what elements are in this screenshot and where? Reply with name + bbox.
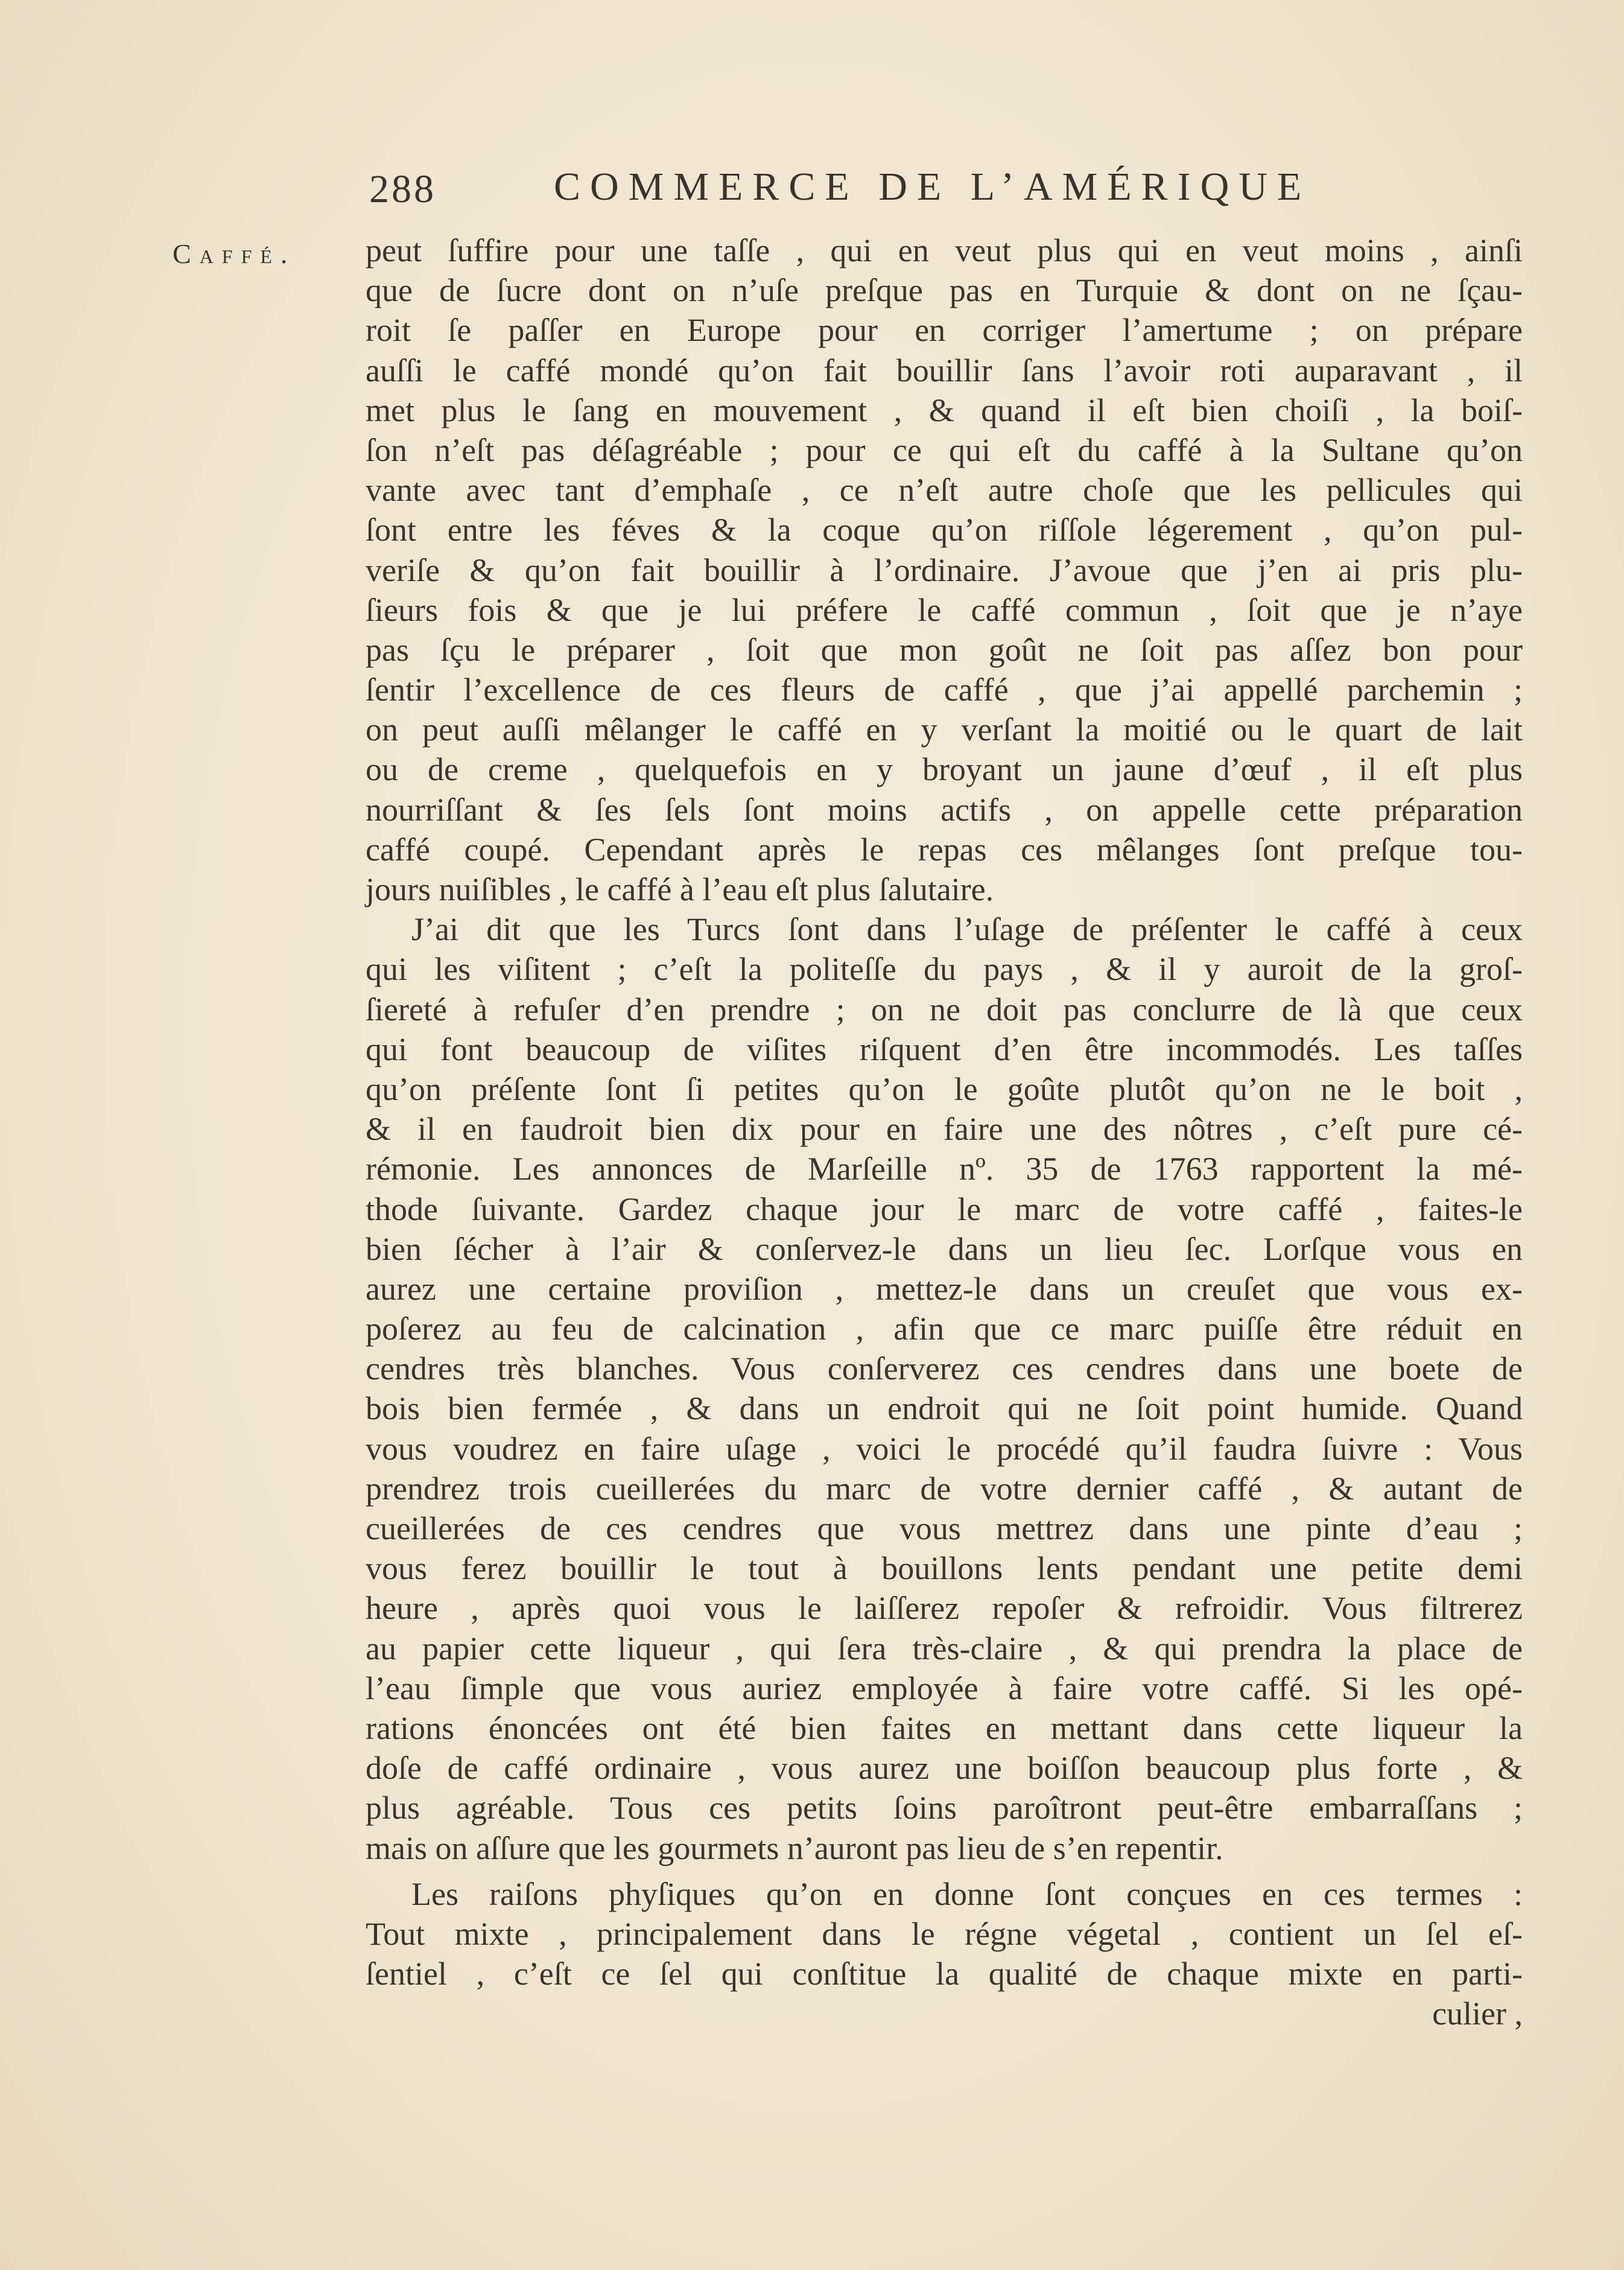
- text-line: jours nuiſibles , le caffé à l’eau eſt plus ſalutaire.: [366, 871, 994, 908]
- text-line: ou de creme , quelquefois en y broyant un jaune d’œuf , il eſt plus: [366, 751, 1523, 788]
- text-line: Tout mixte , principalement dans le régne végetal , contient un ſel eſ-: [366, 1915, 1523, 1952]
- text-line: veriſe & qu’on fait bouillir à l’ordinaire. J’avoue que j’en ai pris plu-: [366, 552, 1523, 588]
- text-line: qui les viſitent ; c’eſt la politeſſe du pays , & il y auroit de la groſ-: [366, 951, 1523, 988]
- text-line: vante avec tant d’emphaſe , ce n’eſt autre choſe que les pellicules qui: [366, 472, 1523, 509]
- text-line: ſont entre les féves & la coque qu’on riſſole légerement , qu’on pul-: [366, 512, 1523, 548]
- margin-note: Caffé.: [173, 238, 296, 269]
- text-line: ſiereté à refuſer d’en prendre ; on ne doit pas conclurre de là que ceux: [366, 991, 1523, 1028]
- text-line: rémonie. Les annonces de Marſeille nº. 35 de 1763 rapportent la mé-: [366, 1151, 1523, 1187]
- text-line: ſieurs fois & que je lui préfere le caffé commun , ſoit que je n’aye: [366, 591, 1523, 628]
- text-line: bois bien fermée , & dans un endroit qui ne ſoit point humide. Quand: [366, 1390, 1523, 1427]
- page-header: [362, 162, 1400, 228]
- text-line: auſſi le caffé mondé qu’on fait bouillir ſans l’avoir roti auparavant , il: [366, 352, 1523, 389]
- text-line: cendres très blanches. Vous conſerverez ces cendres dans une boete de: [366, 1350, 1523, 1387]
- text-line: bien ſécher à l’air & conſervez-le dans un lieu ſec. Lorſque vous en: [366, 1230, 1523, 1267]
- text-line: roit ſe paſſer en Europe pour en corriger l’amertume ; on prépare: [366, 312, 1523, 349]
- text-line: qui font beaucoup de viſites riſquent d’en être incommodés. Les taſſes: [366, 1031, 1523, 1067]
- text-line: au papier cette liqueur , qui ſera très-claire , & qui prendra la place de: [366, 1630, 1523, 1667]
- text-line: rations énoncées ont été bien faites en mettant dans cette liqueur la: [366, 1709, 1523, 1746]
- text-line: cueillerées de ces cendres que vous mettrez dans une pinte d’eau ;: [366, 1510, 1523, 1547]
- text-line: & il en faudroit bien dix pour en faire une des nôtres , c’eſt pure cé-: [366, 1111, 1523, 1148]
- text-line: vous voudrez en faire uſage , voici le procédé qu’il faudra ſuivre : Vous: [366, 1430, 1523, 1467]
- text-line: l’eau ſimple que vous auriez employée à faire votre caffé. Si les opé-: [366, 1670, 1523, 1706]
- catchword: culier ,: [1432, 1995, 1523, 2032]
- text-line: qu’on préſente ſont ſi petites qu’on le goûte plutôt qu’on ne le boit ,: [366, 1070, 1523, 1107]
- running-title: COMMERCE DE L’AMÉRIQUE: [554, 165, 1312, 209]
- text-line: poſerez au feu de calcination , afin que ce marc puiſſe être réduit en: [366, 1311, 1523, 1347]
- text-line: doſe de caffé ordinaire , vous aurez une boiſſon beaucoup plus forte , &: [366, 1750, 1523, 1787]
- text-line: met plus le ſang en mouvement , & quand il eſt bien choiſi , la boiſ-: [366, 392, 1523, 428]
- paragraph-start: J’ai dit que les Turcs ſont dans l’uſage de préſenter le caffé à ceux: [411, 911, 1523, 948]
- text-line: caffé coupé. Cependant après le repas ces mêlanges ſont preſque tou-: [366, 831, 1523, 868]
- page-number: 288: [369, 167, 436, 211]
- text-line: mais on aſſure que les gourmets n’auront pas lieu de s’en repentir.: [366, 1830, 1223, 1866]
- text-line: plus agréable. Tous ces petits ſoins paroîtront peut-être embarraſſans ;: [366, 1790, 1523, 1826]
- text-line: on peut auſſi mêlanger le caffé en y verſant la moitié ou le quart de lait: [366, 711, 1523, 748]
- text-line: que de ſucre dont on n’uſe preſque pas en Turquie & dont on ne ſçau-: [366, 272, 1523, 309]
- text-line: prendrez trois cueillerées du marc de votre dernier caffé , & autant de: [366, 1470, 1523, 1507]
- text-line: ſon n’eſt pas déſagréable ; pour ce qui eſt du caffé à la Sultane qu’on: [366, 431, 1523, 468]
- text-line: pas ſçu le préparer , ſoit que mon goût ne ſoit pas aſſez bon pour: [366, 631, 1523, 668]
- text-line: heure , après quoi vous le laiſſerez repoſer & refroidir. Vous filtrerez: [366, 1590, 1523, 1627]
- text-line: thode ſuivante. Gardez chaque jour le marc de votre caffé , faites-le: [366, 1191, 1523, 1227]
- paragraph-start: Les raiſons phyſiques qu’on en donne ſont conçues en ces termes :: [411, 1875, 1523, 1912]
- text-line: ſentir l’excellence de ces fleurs de caffé , que j’ai appellé parchemin ;: [366, 672, 1523, 708]
- text-line: vous ferez bouillir le tout à bouillons lents pendant une petite demi: [366, 1550, 1523, 1587]
- text-line: ſentiel , c’eſt ce ſel qui conſtitue la qualité de chaque mixte en parti-: [366, 1956, 1523, 1992]
- body-text: [366, 230, 1523, 2033]
- text-line: aurez une certaine proviſion , mettez-le dans un creuſet que vous ex-: [366, 1270, 1523, 1307]
- text-line: nourriſſant & ſes ſels ſont moins actifs , on appelle cette préparation: [366, 791, 1523, 828]
- text-line: peut ſuffire pour une taſſe , qui en veut plus qui en veut moins , ainſi: [366, 232, 1523, 269]
